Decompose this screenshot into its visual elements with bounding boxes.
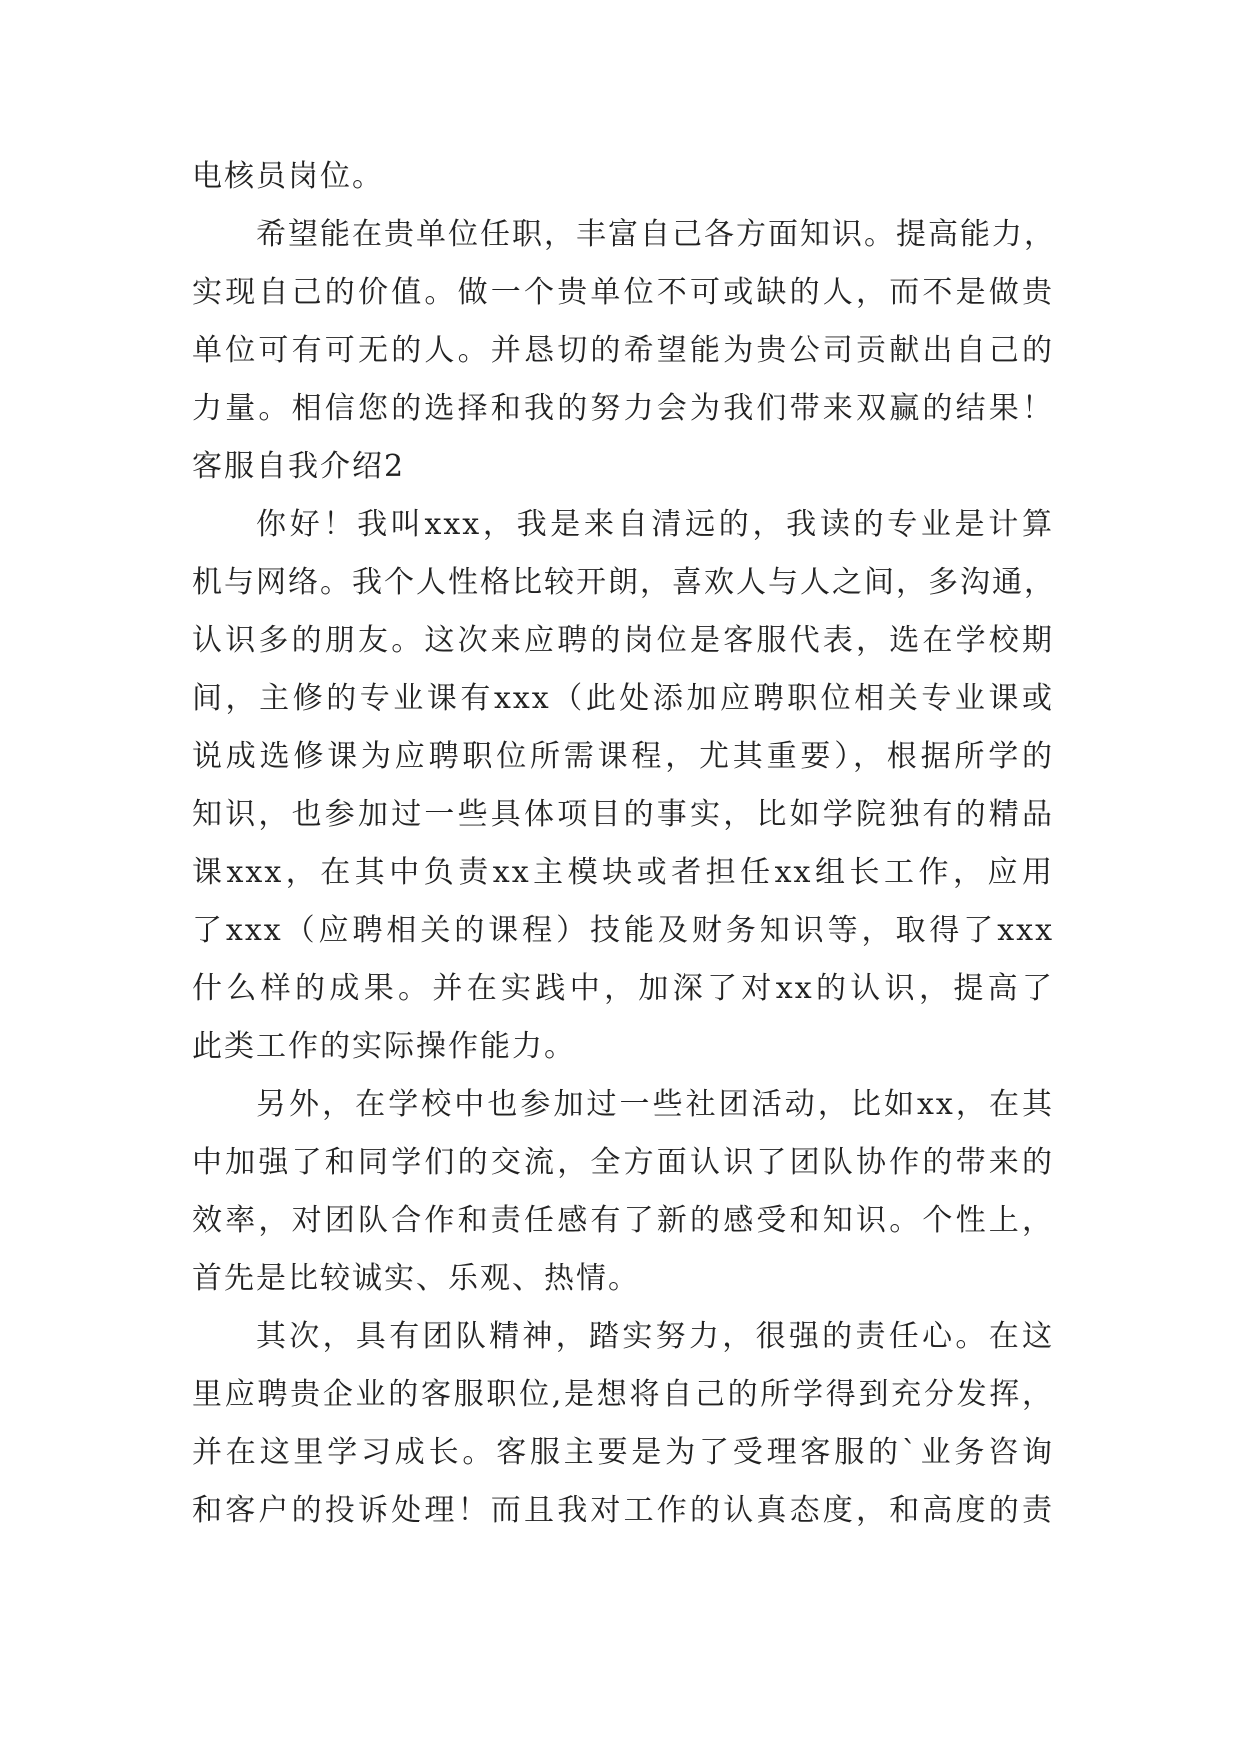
text-line: 什么样的成果。并在实践中，加深了对xx的认识，提高了	[192, 971, 1054, 1006]
document-page	[192, 148, 1054, 1540]
text-line: 认识多的朋友。这次来应聘的岗位是客服代表，选在学校期	[192, 623, 1054, 658]
text-line: 首先是比较诚实、乐观、热情。	[192, 1261, 640, 1296]
text-line: 机与网络。我个人性格比较开朗，喜欢人与人之间，多沟通，	[192, 565, 1056, 600]
text-line: 单位可有可无的人。并恳切的希望能为贵公司贡献出自己的	[192, 333, 1054, 368]
text-line: 中加强了和同学们的交流，全方面认识了团队协作的带来的	[192, 1145, 1054, 1180]
text-line: 并在这里学习成长。客服主要是为了受理客服的`业务咨询	[192, 1435, 1054, 1470]
text-line: 效率，对团队合作和责任感有了新的感受和知识。个性上，	[192, 1203, 1054, 1238]
paragraph-first-line: 其次，具有团队精神，踏实努力，很强的责任心。在这	[256, 1319, 1054, 1354]
paragraph-first-line: 希望能在贵单位任职，丰富自己各方面知识。提高能力，	[256, 217, 1056, 252]
text-line: 此类工作的实际操作能力。	[192, 1029, 576, 1064]
text-line: 了xxx（应聘相关的课程）技能及财务知识等，取得了xxx	[192, 913, 1054, 948]
text-line: 说成选修课为应聘职位所需课程，尤其重要），根据所学的	[192, 739, 1054, 774]
text-line: 间，主修的专业课有xxx（此处添加应聘职位相关专业课或	[192, 681, 1054, 716]
text-line: 电核员岗位。	[192, 159, 384, 194]
text-line: 课xxx，在其中负责xx主模块或者担任xx组长工作，应用	[192, 855, 1054, 890]
text-line: 知识，也参加过一些具体项目的事实，比如学院独有的精品	[192, 797, 1054, 832]
section-heading: 客服自我介绍2	[192, 449, 406, 484]
paragraph-first-line: 另外，在学校中也参加过一些社团活动，比如xx，在其	[256, 1087, 1054, 1122]
text-line: 力量。相信您的选择和我的努力会为我们带来双赢的结果！	[192, 391, 1054, 426]
text-line: 里应聘贵企业的客服职位,是想将自己的所学得到充分发挥，	[192, 1377, 1054, 1412]
text-line: 实现自己的价值。做一个贵单位不可或缺的人，而不是做贵	[192, 275, 1054, 310]
paragraph-first-line: 你好！我叫xxx，我是来自清远的，我读的专业是计算	[256, 507, 1054, 542]
text-line: 和客户的投诉处理！而且我对工作的认真态度，和高度的责	[192, 1493, 1054, 1528]
